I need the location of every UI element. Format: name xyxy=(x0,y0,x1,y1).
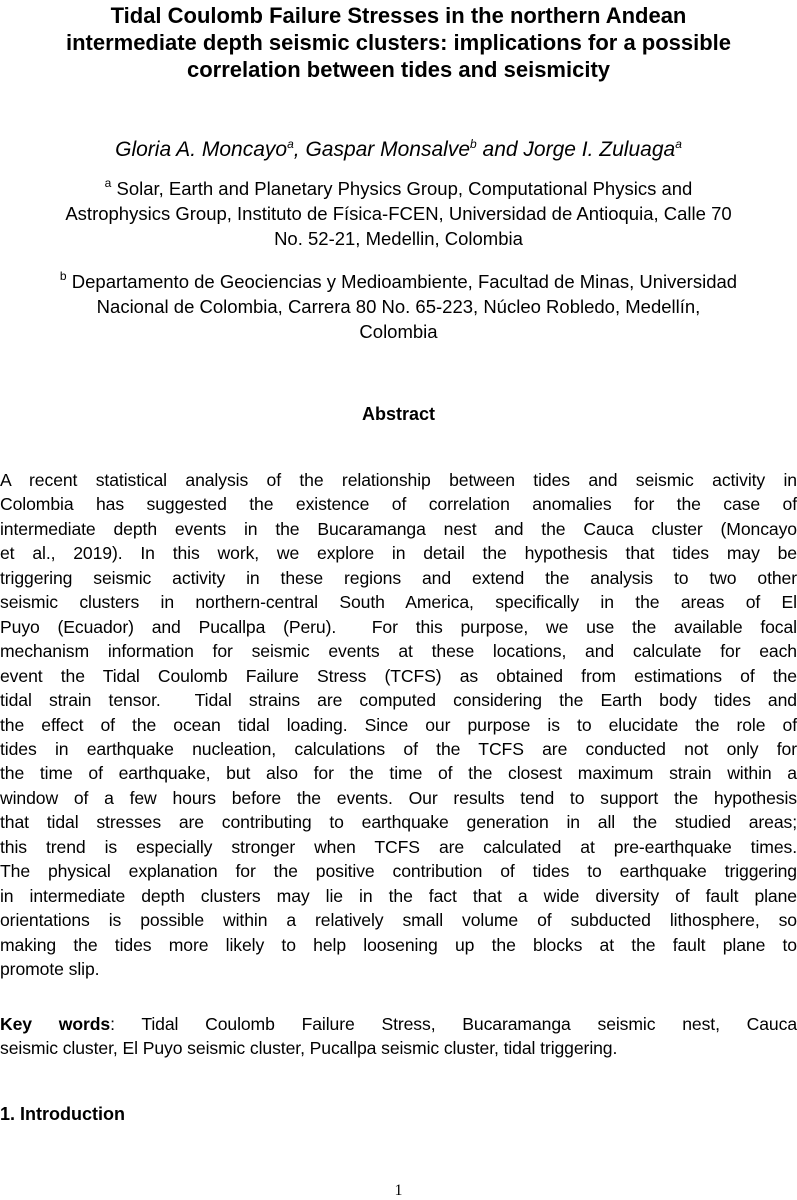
abstract-line: this trend is especially stronger when TCFS are calculated at pre-earthquake times. xyxy=(0,836,797,857)
author-list xyxy=(0,136,797,164)
title-line: intermediate depth seismic clusters: implications for a possible xyxy=(65,30,732,55)
abstract-line: window of a few hours before the events. Our results tend to support the hypothesis xyxy=(0,787,797,808)
affiliation-line: Nacional de Colombia, Carrera 80 No. 65-223, Núcleo Robledo, Medellín, xyxy=(96,296,701,317)
keywords-text: seismic cluster, El Puyo seismic cluster, Pucallpa seismic cluster, tidal triggering. xyxy=(0,1038,618,1059)
abstract-line: Colombia has suggested the existence of correlation anomalies for the case of xyxy=(0,494,797,515)
abstract-line: The physical explanation for the positive contribution of tides to earthquake triggering xyxy=(0,861,797,882)
abstract-line: event the Tidal Coulomb Failure Stress (TCFS) as obtained from estimations of the xyxy=(0,665,797,686)
affiliation-mark: b xyxy=(470,137,477,151)
abstract-line: making the tides more likely to help loosening up the blocks at the fault plane to xyxy=(0,934,797,955)
abstract-body xyxy=(0,468,797,982)
author-name: Gloria A. Moncayo xyxy=(115,138,288,161)
abstract-line: that tidal stresses are contributing to earthquake generation in all the studied areas; xyxy=(0,812,797,833)
affiliation-line: No. 52-21, Medellin, Colombia xyxy=(274,228,523,249)
title-line: correlation between tides and seismicity xyxy=(186,57,611,82)
abstract-line: intermediate depth events in the Bucaramanga nest and the Cauca cluster (Moncayo xyxy=(0,518,797,539)
affiliation-mark: a xyxy=(287,137,294,151)
affiliation-mark: a xyxy=(675,137,682,151)
affiliation-line: Colombia xyxy=(359,321,438,342)
separator: , xyxy=(293,138,306,161)
affiliation-mark: b xyxy=(59,269,67,283)
separator: and xyxy=(476,138,524,161)
abstract-heading: Abstract xyxy=(361,404,436,424)
abstract-line: tidal strain tensor. Tidal strains are computed considering the Earth body tides and xyxy=(0,690,797,711)
abstract-line: triggering seismic activity in these regions and extend the analysis to two other xyxy=(0,567,797,588)
abstract-line: Puyo (Ecuador) and Pucallpa (Peru). For this purpose, we use the available focal xyxy=(0,616,797,637)
keywords xyxy=(0,1012,797,1061)
abstract-line: in intermediate depth clusters may lie in the fact that a wide diversity of fault plane xyxy=(0,885,797,906)
title-line: Tidal Coulomb Failure Stresses in the northern Andean xyxy=(110,3,687,28)
abstract-line: tides in earthquake nucleation, calculations of the TCFS are conducted not only for xyxy=(0,738,797,759)
affiliation-line: Astrophysics Group, Instituto de Física-FCEN, Universidad de Antioquia, Calle 70 xyxy=(65,203,732,224)
affiliation-line: Departamento de Geociencias y Medioambiente, Facultad de Minas, Universidad xyxy=(71,271,738,292)
keywords-label: Key words xyxy=(0,1014,111,1034)
abstract-line: et al., 2019). In this work, we explore in detail the hypothesis that tides may be xyxy=(0,543,797,564)
abstract-line: mechanism information for seismic events at these locations, and calculate for each xyxy=(0,641,797,662)
abstract-line: seismic clusters in northern-central South America, specifically in the areas of El xyxy=(0,592,797,613)
affiliation-a xyxy=(0,176,797,251)
affiliation-mark: a xyxy=(104,176,112,190)
abstract-line: promote slip. xyxy=(0,959,100,980)
affiliation-b xyxy=(0,269,797,344)
author-name: Jorge I. Zuluaga xyxy=(523,138,676,161)
affiliation-line: Solar, Earth and Planetary Physics Group, Computational Physics and xyxy=(116,178,693,199)
abstract-line: the effect of the ocean tidal loading. Since our purpose is to elucidate the role of xyxy=(0,714,797,735)
paper-title xyxy=(0,2,797,83)
abstract-line: A recent statistical analysis of the relationship between tides and seismic activity in xyxy=(0,470,797,490)
abstract-line: orientations is possible within a relatively small volume of subducted lithosphere, so xyxy=(0,910,797,931)
section-heading: 1. Introduction xyxy=(0,1104,125,1124)
keywords-text: : Tidal Coulomb Failure Stress, Bucaramanga seismic nest, Cauca xyxy=(110,1014,797,1034)
abstract-line: the time of earthquake, but also for the time of the closest maximum strain within a xyxy=(0,763,797,784)
page-number: 1 xyxy=(394,1182,403,1199)
author-name: Gaspar Monsalve xyxy=(305,138,471,161)
